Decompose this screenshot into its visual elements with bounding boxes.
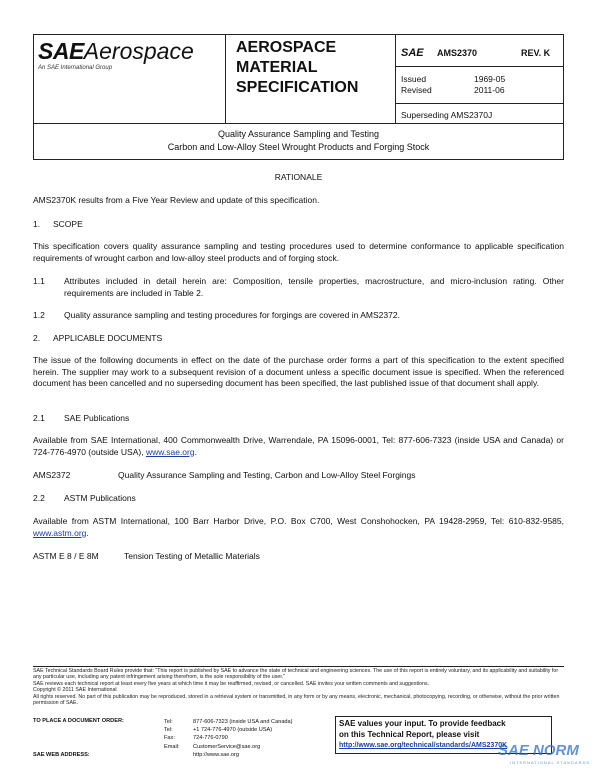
feedback-line1: SAE values your input. To provide feedback (339, 719, 506, 728)
logo-brand: SAE (38, 38, 84, 64)
reference-title: Tension Testing of Metallic Materials (124, 551, 260, 561)
section-number: 1.2 (33, 310, 45, 320)
reference-code: ASTM E 8 / E 8M (33, 551, 99, 561)
astm-address-text: Available from ASTM International, 100 Barr Harbor Drive, P.O. Box C700, West Conshohocken, PA 19428-2959, Tel: 610-832-9585, (33, 516, 564, 526)
divider (395, 66, 564, 67)
logo-tagline: An SAE International Group (38, 65, 113, 71)
reference-title: Quality Assurance Sampling and Testing, Carbon and Low-Alloy Steel Forgings (118, 470, 416, 480)
scope-paragraph: This specification covers quality assurance sampling and testing procedures used to determine conformance to applicable specification requirements of wrought carbon and low-alloy steel products and of forging stock. (33, 241, 564, 263)
sae-mark: SAE (401, 47, 424, 59)
revised-date: 2011-06 (474, 85, 505, 95)
logo-name: Aerospace (83, 38, 194, 64)
fax-value: 724-776-0790 (193, 735, 228, 742)
astm-website-link[interactable]: www.astm.org (33, 527, 87, 538)
sae-publications-paragraph (33, 435, 564, 458)
watermark-logo: SAE NORM (498, 742, 579, 759)
feedback-link[interactable]: http://www.sae.org/technical/standards/AMS2370K (339, 742, 508, 749)
email-value[interactable]: CustomerService@sae.org (193, 743, 261, 750)
spec-title-line1: Quality Assurance Sampling and Testing (218, 129, 379, 139)
rationale-text: AMS2370K results from a Five Year Review and update of this specification. (33, 195, 320, 205)
sae-address-text: Available from SAE International, 400 Commonwealth Drive, Warrendale, PA 15096-0001, Tel: 877-606-7323 (inside USA and Canada) or 724-776-4970 (outside USA), (33, 435, 564, 457)
divider (395, 103, 564, 104)
feedback-line2: on this Technical Report, please visit (339, 730, 480, 739)
astm-publications-paragraph (33, 516, 564, 539)
forgings-paragraph: Quality assurance sampling and testing procedures for forgings are covered in AMS2372. (64, 310, 400, 320)
tel2-key: Tel: (164, 727, 173, 734)
notice-rights: All rights reserved. No part of this publication may be reproduced, stored in a retrieval system or transmitted, in any form or by any means, electronic, mechanical, photocopying, recording, or otherwise, without the prior written permission of SAE. (33, 693, 560, 707)
sae-aerospace-logo (38, 38, 194, 64)
document-type-title: AEROSPACE MATERIAL SPECIFICATION (236, 39, 359, 96)
section-number: 2. (33, 333, 41, 343)
notice-rules: SAE Technical Standards Board Rules provide that: "This report is published by SAE to advance the state of technical and engineering sciences. The use of this report is entirely voluntary, and its applicability and suitability for any particular use, including any patent infringement arising therefrom, is the sole responsibility of the user." (33, 668, 559, 681)
applicable-documents-heading: APPLICABLE DOCUMENTS (53, 333, 163, 343)
issued-label: Issued (401, 74, 427, 84)
section-number: 1. (33, 219, 41, 229)
contact-values (193, 718, 293, 759)
notice-copyright: Copyright © 2011 SAE International (33, 687, 117, 694)
sae-website-link[interactable]: www.sae.org (145, 446, 195, 457)
footer-rule (33, 666, 564, 667)
revised-label: Revised (401, 85, 432, 95)
tel-value: 877-606-7323 (inside USA and Canada) (193, 719, 293, 725)
sae-publications-heading: SAE Publications (64, 413, 130, 423)
web-address-label: SAE WEB ADDRESS: (33, 752, 90, 758)
applicable-documents-paragraph: The issue of the following documents in effect on the date of the purchase order forms a part of this specification to the extent specified herein. The supplier may work to a subsequent revision of a document unless a specific document issue is specified. When the referenced document has been cancelled and no superseding document has been specified, the last published issue of that document shall apply. (33, 355, 564, 388)
notice-review: SAE reviews each technical report at least every five years at which time it may be reaffirmed, revised, or cancelled. SAE invites your written comments and suggestions. (33, 680, 430, 687)
reference-code: AMS2372 (33, 470, 71, 480)
section-number: 2.1 (33, 413, 45, 423)
order-label: TO PLACE A DOCUMENT ORDER: (33, 718, 124, 724)
attributes-paragraph: Attributes included in detail herein are: Composition, tensile properties, macrostructure, and micro-inclusion rating. Other requirements are included in Table 2. (64, 276, 564, 298)
document-number: AMS2370 (437, 48, 478, 58)
period: . (86, 527, 89, 538)
astm-publications-heading: ASTM Publications (64, 493, 136, 503)
footer-notice (33, 668, 564, 706)
issued-date: 1969-05 (474, 74, 506, 84)
revision-label: REV. K (521, 48, 551, 58)
section-number: 2.2 (33, 493, 45, 503)
superseding-note: Superseding AMS2370J (401, 110, 493, 120)
fax-key: Fax: (164, 735, 175, 742)
tel2-value: +1 724-776-4970 (outside USA) (193, 727, 273, 734)
watermark-subtitle: INTERNATIONAL STANDARDS (510, 760, 591, 765)
contact-keys (164, 718, 180, 751)
tel-key: Tel: (164, 719, 173, 725)
spec-title-line2: Carbon and Low-Alloy Steel Wrought Products and Forging Stock (167, 142, 430, 152)
email-key: Email: (164, 743, 180, 750)
rationale-heading: RATIONALE (274, 172, 323, 182)
period: . (194, 446, 197, 457)
section-number: 1.1 (33, 276, 45, 286)
web-value[interactable]: http://www.sae.org (193, 751, 240, 758)
scope-heading: SCOPE (53, 219, 83, 229)
